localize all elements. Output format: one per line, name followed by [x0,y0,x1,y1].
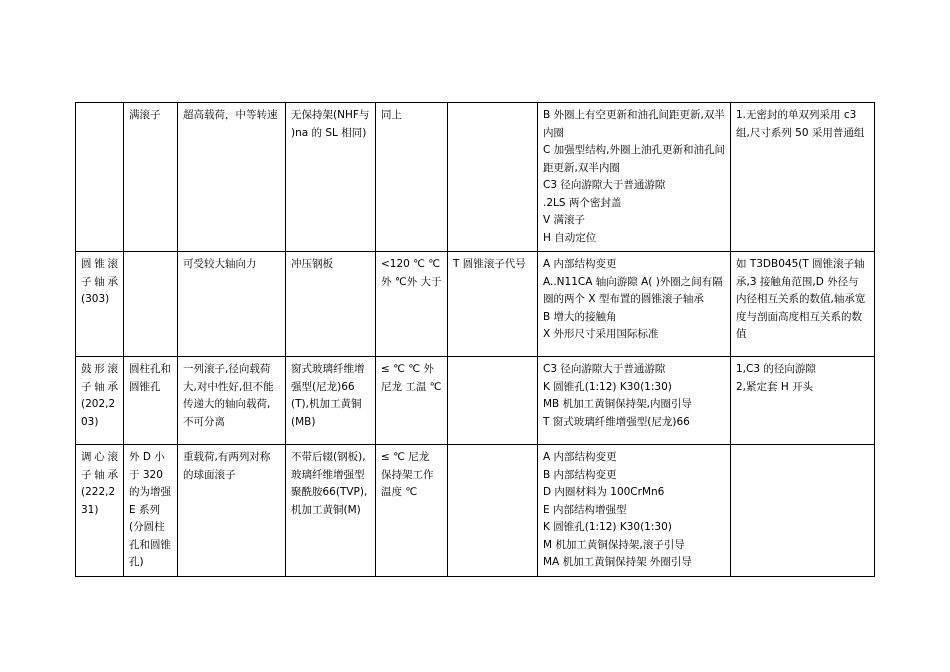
cell-suffix [538,252,731,357]
cell-suffix [538,103,731,252]
cell-notes: 1.无密封的单双列采用 c3 组,尺寸系列 50 采用普通组 [731,103,875,252]
cell-code [448,103,538,252]
cell-features: 超高载荷，中等转速 [178,103,286,252]
cell-temperature: 同上 [376,103,448,252]
cell-temperature: ≤ ℃ 尼龙 保持架工作温度 ℃ [376,445,448,577]
cell-structure: 满滚子 [124,103,178,252]
cell-temperature: <120 ℃ ℃外 ℃外 大于 [376,252,448,357]
cell-notes [731,445,875,577]
suffix-line: E 内部结构增强型 [543,503,627,516]
cell-features: 一列滚子,径向载荷大,对中性好,但不能传递大的轴向载荷,不可分离 [178,357,286,445]
suffix-line: V 满滚子 [543,214,586,226]
cell-code: T 圆锥滚子代号 [448,252,538,357]
suffix-line: C3 径向游隙大于普通游隙 [543,363,666,375]
table-row [76,103,875,252]
bearing-table [75,102,875,577]
suffix-line: A 内部结构变更 [543,451,617,463]
cell-code [448,445,538,577]
suffix-line: C3 径向游隙大于普通游隙 [543,179,666,191]
cell-type: 圆锥滚子轴承(303) [76,252,124,357]
suffix-line: X 外形尺寸采用国际标准 [543,328,659,340]
suffix-line: A 内部结构变更 [543,258,617,270]
suffix-line: .2LS 两个密封盖 [543,196,622,209]
cell-notes: 如 T3DB045(T 圆锥滚子轴承,3 接触角范围,D 外径与内径相互关系的数值,轴承宽度与剖面高度相互关系的数值 [731,252,875,357]
cell-suffix [538,445,731,577]
suffix-line: D 内圈材料为 100CrMn6 [543,486,665,498]
suffix-line: MA 机加工黄铜保持架 外圈引导 [543,556,692,568]
cell-suffix [538,357,731,445]
cell-notes: 1,C3 的径向游隙 2,紧定套 H 开头 [731,357,875,445]
cell-features: 可受较大轴向力 [178,252,286,357]
suffix-line: K 圆锥孔(1:12) K30(1:30) [543,521,672,533]
cell-type: 鼓形滚子轴承(202,203) [76,357,124,445]
suffix-line: MB 机加工黄铜保持架,内圈引导 [543,398,692,410]
cell-type [76,103,124,252]
table-row [76,252,875,357]
table-row [76,357,875,445]
cell-code [448,357,538,445]
suffix-line: M 机加工黄铜保持架,滚子引导 [543,538,685,551]
cell-structure: 外 D 小于 320 的为增强 E 系列(分圆柱孔和圆锥孔) [124,445,178,577]
suffix-line: T 窗式玻璃纤维增强型(尼龙)66 [543,415,690,428]
suffix-line: K 圆锥孔(1:12) K30(1:30) [543,380,672,393]
cell-type: 调心滚子轴承(222,231) [76,445,124,577]
cell-features: 重载荷,有两列对称的球面滚子 [178,445,286,577]
suffix-line: B 增大的接触角 [543,310,617,323]
cell-temperature: ≤ ℃ ℃ 外 尼龙 工温 ℃ [376,357,448,445]
cell-cage: 窗式玻璃纤维增强型(尼龙)66(T),机加工黄铜(MB) [286,357,376,445]
cell-structure: 圆柱孔和圆锥孔 [124,357,178,445]
cell-cage: 冲压钢板 [286,252,376,357]
cell-cage: 无保持架(NHF与 )na 的 SL 相同) [286,103,376,252]
suffix-line: A..N11CA 轴向游隙 A( )外圈之间有隔圈的两个 X 型布置的圆锥滚子轴承 [543,275,723,305]
suffix-line: B 外圈上有空更新和油孔间距更新,双半内圈 [543,109,725,139]
cell-structure [124,252,178,357]
suffix-line: H 自动定位 [543,231,597,244]
table-row [76,445,875,577]
suffix-line: C 加强型结构,外圈上油孔更新和油孔间距更新,双半内圈 [543,144,726,174]
suffix-line: B 内部结构变更 [543,468,617,481]
cell-cage: 不带后辍(钢板),玻璃纤维增强型聚酰胺66(TVP),机加工黄铜(M) [286,445,376,577]
